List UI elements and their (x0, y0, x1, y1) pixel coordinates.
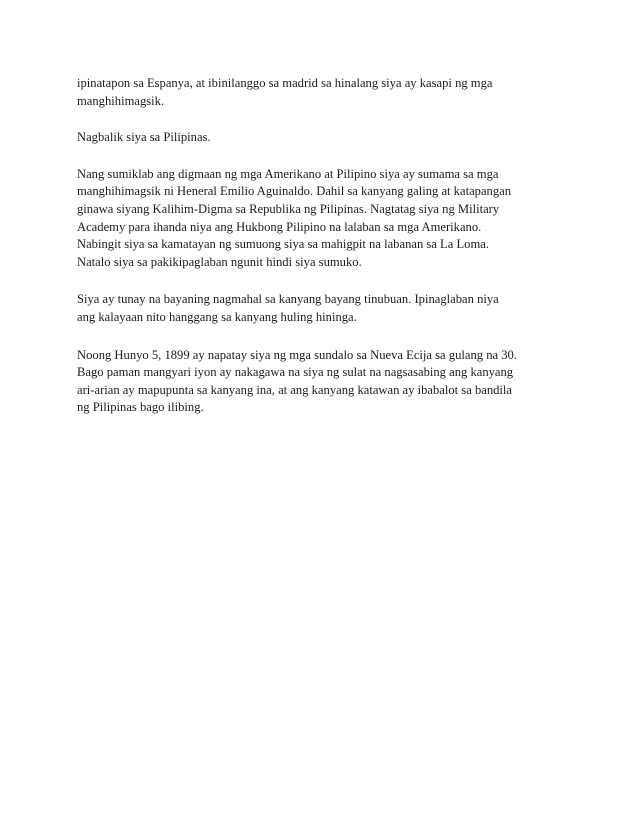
text-line: manghihimagsik ni Heneral Emilio Aguinaldo. Dahil sa kanyang galing at katapangan (77, 184, 512, 199)
text-line: ng Pilipinas bago ilibing. (77, 400, 204, 415)
paragraph-spacer (77, 271, 567, 291)
text-line: ang kalayaan nito hanggang sa kanyang huling hininga. (77, 309, 357, 324)
text-line: ginawa siyang Kalihim-Digma sa Republika ng Pilipinas. Nagtatag siya ng Military (77, 201, 500, 216)
paragraph-spacer (77, 147, 567, 166)
paragraph-hero (77, 291, 567, 326)
paragraph-death (77, 347, 567, 417)
text-line: Academy para ihanda niya ang Hukbong Pilipino na lalaban sa mga Amerikano. (77, 219, 482, 234)
text-line: Siya ay tunay na bayaning nagmahal sa kanyang bayang tinubuan. Ipinaglaban niya (77, 292, 499, 307)
paragraph-exile (77, 75, 567, 110)
text-line: Noong Hunyo 5, 1899 ay napatay siya ng mga sundalo sa Nueva Ecija sa gulang na 30. (77, 347, 517, 362)
text-line: manghihimagsik. (77, 93, 165, 108)
paragraph-return (77, 129, 567, 147)
paragraph-war (77, 166, 567, 272)
text-line: ipinatapon sa Espanya, at ibinilanggo sa madrid sa hinalang siya ay kasapi ng mga (77, 76, 493, 90)
text-line: Nabingit siya sa kamatayan ng sumuong siya sa mahigpit na labanan sa La Loma. (77, 237, 489, 252)
text-line: Nagbalik siya sa Pilipinas. (77, 130, 211, 145)
text-line: Natalo siya sa pakikipaglaban ngunit hindi siya sumuko. (77, 254, 362, 269)
document-body (77, 75, 567, 417)
text-line: Nang sumiklab ang digmaan ng mga Amerikano at Pilipino siya ay sumama sa mga (77, 166, 499, 181)
text-line: ari-arian ay mapupunta sa kanyang ina, at ang kanyang katawan ay ibabalot sa bandila (77, 382, 513, 397)
paragraph-spacer (77, 110, 567, 129)
text-line: Bago paman mangyari iyon ay nakagawa na siya ng sulat na nagsasabing ang kanyang (77, 365, 514, 380)
paragraph-spacer (77, 327, 567, 347)
